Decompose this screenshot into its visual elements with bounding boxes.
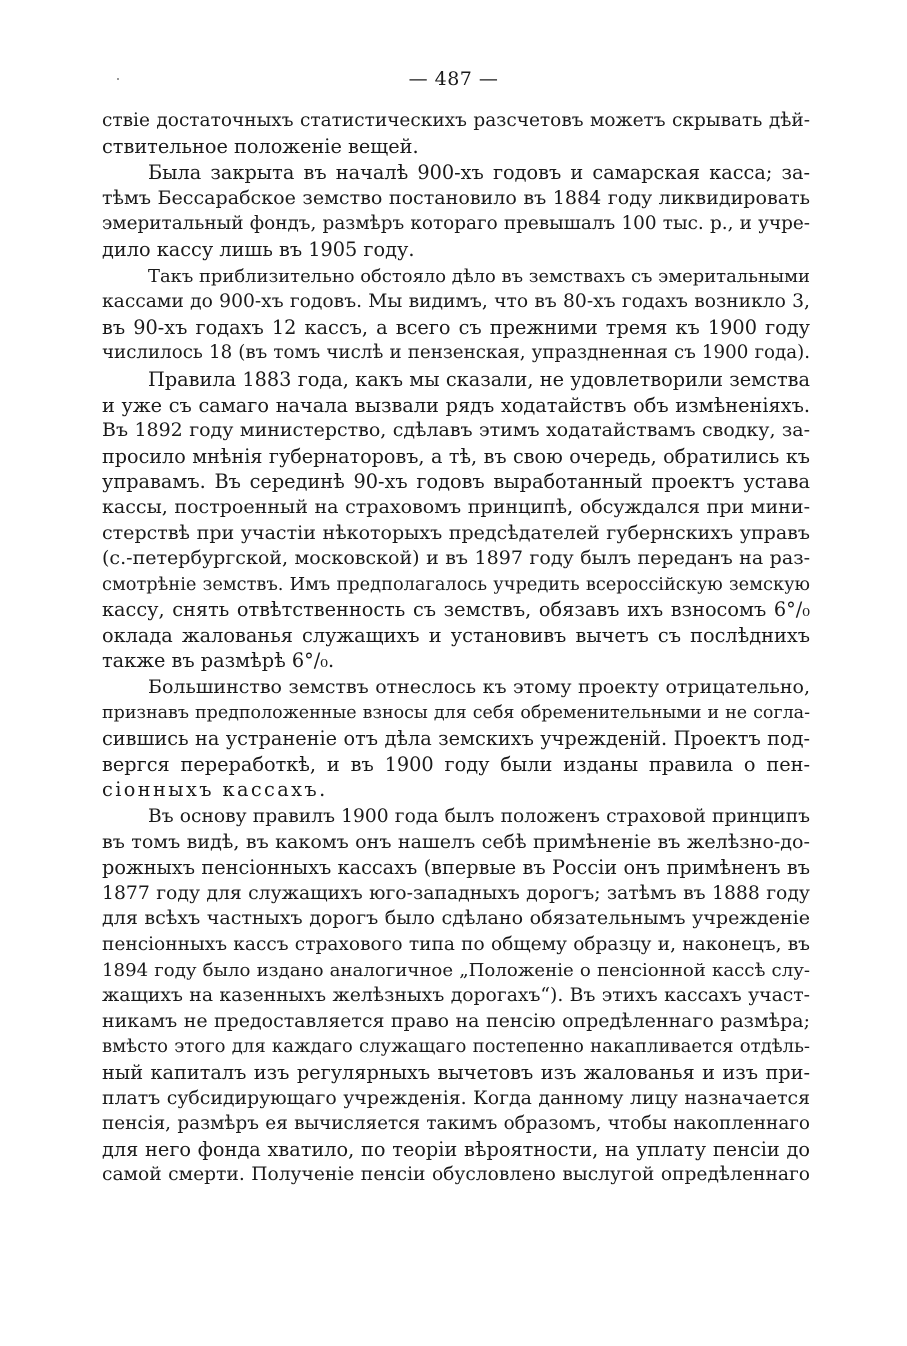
text-line: Въ основу правилъ 1900 года былъ положенъ страховой принципъ (148, 806, 810, 828)
text-line: для всѣхъ частныхъ дорогъ было сдѣлано обязательнымъ учрежденіе (102, 907, 810, 930)
text-line: смотрѣніе земствъ. Имъ предполагалось учредить всероссійскую земскую (102, 573, 810, 595)
text-line: Большинство земствъ отнеслось къ этому проекту отрицательно, (148, 676, 810, 699)
text-line: ный капиталъ изъ регулярныхъ вычетовъ изъ жалованья и изъ при- (102, 1060, 810, 1084)
paragraph-3 (102, 264, 810, 366)
text-line: и уже съ самаго начала вызвали рядъ ходатайствъ объ измѣненіяхъ. (102, 393, 810, 417)
text-line: вмѣсто этого для каждаго служащаго постепенно накапливается отдѣль- (102, 1036, 810, 1058)
text-line: рожныхъ пенсіонныхъ кассахъ (впервые въ Россіи онъ примѣненъ въ (102, 856, 810, 880)
text-line: оклада жалованья служащихъ и установивъ вычетъ съ послѣднихъ (102, 623, 810, 647)
text-line: Была закрыта въ началѣ 900-хъ годовъ и самарская касса; за- (148, 161, 810, 185)
text-line: ствіе достаточныхъ статистическихъ разсчетовъ можетъ скрывать дѣй- (102, 110, 810, 131)
text-line: сившись на устраненіе отъ дѣла земскихъ учрежденій. Проектъ под- (102, 727, 810, 751)
text-line: пенсія, размѣръ ея вычисляется такимъ образомъ, чтобы накопленнаго (102, 1113, 810, 1135)
text-line: признавъ предположенные взносы для себя обременительными и не согла- (102, 702, 810, 723)
paragraph-1 (102, 108, 810, 159)
text-line: сіонныхъ кассахъ. (102, 778, 328, 802)
text-line: 1877 году для служащихъ юго-западныхъ дорогъ; затѣмъ въ 1888 году (102, 882, 810, 904)
text-line: дило кассу лишь въ 1905 году. (102, 237, 415, 261)
text-line: (с.-петербургской, московской) и въ 1897 году былъ переданъ на раз- (102, 547, 810, 570)
text-line: тѣмъ Бессарабское земство постановило въ 1884 году ликвидировать (102, 186, 810, 209)
text-line: въ 90-хъ годахъ 12 кассъ, а всего съ прежними тремя къ 1900 году (102, 315, 810, 339)
text-line: жащихъ на казенныхъ желѣзныхъ дорогахъ“). Въ этихъ кассахъ участ- (102, 985, 810, 1007)
paragraph-6 (102, 804, 810, 1188)
text-line: просило мнѣнія губернаторовъ, а тѣ, въ свою очередь, обратились къ (102, 444, 810, 468)
text-line: ствительное положеніе вещей. (102, 134, 419, 158)
body-text (102, 108, 810, 1188)
text-line: пенсіонныхъ кассъ страхового типа по общему образцу и, наконецъ, въ (102, 934, 810, 955)
page-number: — 487 — (408, 68, 499, 90)
paragraph-2 (102, 160, 810, 262)
text-line: самой смерти. Полученіе пенсіи обусловлено выслугой опредѣленнаго (102, 1164, 810, 1186)
text-line: стерствѣ при участіи нѣкоторыхъ предсѣдателей губернскихъ управъ (102, 521, 810, 544)
text-line: въ томъ видѣ, въ какомъ онъ нашелъ себѣ примѣненіе въ желѣзно-до- (102, 830, 810, 853)
text-line: также въ размѣрѣ 6°/₀. (102, 649, 335, 673)
text-line: платъ субсидирующаго учрежденія. Когда данному лицу назначается (102, 1086, 810, 1109)
text-line: вергся переработкѣ, и въ 1900 году были изданы правила о пен- (102, 752, 810, 776)
text-line: никамъ не предоставляется право на пенсію опредѣленнаго размѣра; (102, 1009, 810, 1032)
text-line: эмеритальный фондъ, размѣръ котораго превышалъ 100 тыс. р., и учре- (102, 213, 810, 235)
text-line: числилось 18 (въ томъ числѣ и пензенская, упраздненная съ 1900 года). (102, 342, 810, 364)
text-line: кассу, снять отвѣтственность съ земствъ, обязавъ ихъ взносомъ 6°/₀ (102, 598, 810, 622)
text-line: кассами до 900-хъ годовъ. Мы видимъ, что въ 80-хъ годахъ возникло 3, (102, 291, 810, 313)
text-line: 1894 году было издано аналогичное „Положеніе о пенсіонной кассѣ слу- (102, 959, 810, 981)
text-line: управамъ. Въ серединѣ 90-хъ годовъ выработанный проектъ устава (102, 470, 810, 494)
text-line: кассы, построенный на страховомъ принципѣ, обсуждался при мини- (102, 495, 810, 518)
text-line: Въ 1892 году министерство, сдѣлавъ этимъ ходатайствамъ сводку, за- (102, 419, 810, 442)
text-line: для него фонда хватило, по теоріи вѣроятности, на уплату пенсіи до (102, 1137, 810, 1161)
paragraph-4 (102, 367, 810, 674)
text-line: Такъ приблизительно обстояло дѣло въ земствахъ съ эмеритальными (148, 265, 810, 287)
text-line: Правила 1883 года, какъ мы сказали, не удовлетворили земства (148, 367, 810, 391)
paragraph-5 (102, 675, 810, 803)
